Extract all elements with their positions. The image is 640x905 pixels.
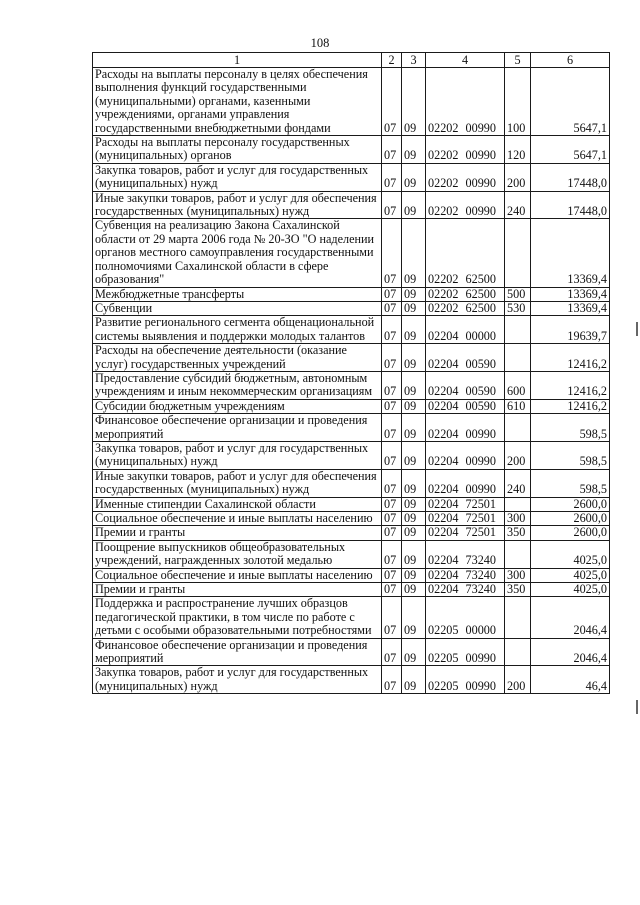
row-expense-type: 200: [505, 163, 531, 191]
table-row: [93, 191, 610, 219]
row-section: 07: [382, 344, 402, 372]
row-name: Межбюджетные трансферты: [93, 287, 382, 301]
row-amount: 2600,0: [531, 497, 610, 511]
row-amount: 2600,0: [531, 512, 610, 526]
row-subsection: 09: [402, 497, 426, 511]
row-subsection: 09: [402, 136, 426, 164]
row-amount: 2046,4: [531, 638, 610, 666]
column-header-amount: 6: [531, 53, 610, 68]
row-expense-type: [505, 540, 531, 568]
page-number: 108: [310, 36, 330, 50]
row-subsection: 09: [402, 568, 426, 582]
row-subsection: 09: [402, 301, 426, 315]
row-target-code: 02205 00000: [426, 597, 505, 638]
row-target-code: 02202 00990: [426, 191, 505, 219]
header-row: [93, 53, 610, 68]
row-expense-type: 200: [505, 666, 531, 694]
row-subsection: 09: [402, 666, 426, 694]
row-subsection: 09: [402, 191, 426, 219]
column-header-target: 4: [426, 53, 505, 68]
row-amount: 12416,2: [531, 371, 610, 399]
row-section: 07: [382, 399, 402, 413]
table-row: [93, 136, 610, 164]
table-row: [93, 469, 610, 497]
row-section: 07: [382, 568, 402, 582]
row-expense-type: [505, 597, 531, 638]
row-name: Финансовое обеспечение организации и проведения мероприятий: [93, 414, 382, 442]
row-target-code: 02204 73240: [426, 583, 505, 597]
column-header-section: 2: [382, 53, 402, 68]
table-row: [93, 219, 610, 287]
row-target-code: 02204 00590: [426, 344, 505, 372]
table-row: [93, 301, 610, 315]
row-section: 07: [382, 301, 402, 315]
row-amount: 46,4: [531, 666, 610, 694]
row-expense-type: 610: [505, 399, 531, 413]
row-target-code: 02204 00990: [426, 441, 505, 469]
row-target-code: 02202 00990: [426, 136, 505, 164]
row-name: Премии и гранты: [93, 526, 382, 540]
table-row: [93, 583, 610, 597]
row-expense-type: [505, 638, 531, 666]
table-row: [93, 638, 610, 666]
row-amount: 5647,1: [531, 68, 610, 136]
row-amount: 17448,0: [531, 191, 610, 219]
row-name: Закупка товаров, работ и услуг для государственных (муниципальных) нужд: [93, 163, 382, 191]
row-section: 07: [382, 469, 402, 497]
row-expense-type: [505, 219, 531, 287]
row-target-code: 02204 00590: [426, 371, 505, 399]
table-row: [93, 441, 610, 469]
row-section: 07: [382, 597, 402, 638]
table-row: [93, 497, 610, 511]
row-subsection: 09: [402, 219, 426, 287]
row-subsection: 09: [402, 371, 426, 399]
row-amount: 598,5: [531, 469, 610, 497]
row-target-code: 02202 62500: [426, 219, 505, 287]
row-name: Поддержка и распространение лучших образцов педагогической практики, в том числе по работе с детьми с особыми образовательными потребностями: [93, 597, 382, 638]
row-name: Иные закупки товаров, работ и услуг для обеспечения государственных (муниципальных) нужд: [93, 191, 382, 219]
row-subsection: 09: [402, 469, 426, 497]
row-expense-type: 100: [505, 68, 531, 136]
row-section: 07: [382, 512, 402, 526]
budget-table: [92, 52, 610, 694]
table-row: [93, 371, 610, 399]
row-subsection: 09: [402, 399, 426, 413]
table-row: [93, 414, 610, 442]
row-amount: 598,5: [531, 441, 610, 469]
row-target-code: 02204 72501: [426, 512, 505, 526]
table-row: [93, 344, 610, 372]
row-section: 07: [382, 497, 402, 511]
margin-mark: [636, 700, 638, 714]
row-target-code: 02204 73240: [426, 540, 505, 568]
row-amount: 4025,0: [531, 568, 610, 582]
table-row: [93, 163, 610, 191]
row-amount: 2600,0: [531, 526, 610, 540]
row-target-code: 02205 00990: [426, 638, 505, 666]
row-amount: 5647,1: [531, 136, 610, 164]
row-name: Именные стипендии Сахалинской области: [93, 497, 382, 511]
row-amount: 12416,2: [531, 399, 610, 413]
row-name: Социальное обеспечение и иные выплаты населению: [93, 568, 382, 582]
row-amount: 598,5: [531, 414, 610, 442]
row-name: Финансовое обеспечение организации и проведения мероприятий: [93, 638, 382, 666]
row-name: Расходы на выплаты персоналу в целях обеспечения выполнения функций государственными (муниципальными) органами, казенными учреждениями, органами управления государственными внебюджетными фондами: [93, 68, 382, 136]
table-row: [93, 540, 610, 568]
row-name: Расходы на выплаты персоналу государственных (муниципальных) органов: [93, 136, 382, 164]
row-expense-type: 500: [505, 287, 531, 301]
row-section: 07: [382, 666, 402, 694]
row-expense-type: 350: [505, 583, 531, 597]
row-expense-type: 240: [505, 469, 531, 497]
row-subsection: 09: [402, 68, 426, 136]
row-expense-type: 350: [505, 526, 531, 540]
table-row: [93, 568, 610, 582]
row-name: Предоставление субсидий бюджетным, автономным учреждениям и иным некоммерческим организациям: [93, 371, 382, 399]
row-target-code: 02204 00990: [426, 414, 505, 442]
row-name: Закупка товаров, работ и услуг для государственных (муниципальных) нужд: [93, 441, 382, 469]
row-target-code: 02204 73240: [426, 568, 505, 582]
row-section: 07: [382, 316, 402, 344]
row-amount: 2046,4: [531, 597, 610, 638]
row-section: 07: [382, 414, 402, 442]
row-expense-type: 200: [505, 441, 531, 469]
margin-mark: [636, 322, 638, 336]
row-amount: 13369,4: [531, 219, 610, 287]
row-expense-type: 300: [505, 512, 531, 526]
row-subsection: 09: [402, 540, 426, 568]
row-name: Субвенция на реализацию Закона Сахалинской области от 29 марта 2006 года № 20-ЗО "О наделении органов местного самоуправления государственными полномочиями Сахалинской области в сфере образования": [93, 219, 382, 287]
row-target-code: 02204 72501: [426, 526, 505, 540]
row-section: 07: [382, 526, 402, 540]
row-section: 07: [382, 638, 402, 666]
row-target-code: 02204 00000: [426, 316, 505, 344]
table-row: [93, 68, 610, 136]
row-subsection: 09: [402, 344, 426, 372]
row-name: Премии и гранты: [93, 583, 382, 597]
row-name: Субвенции: [93, 301, 382, 315]
row-amount: 4025,0: [531, 583, 610, 597]
row-expense-type: [505, 344, 531, 372]
row-target-code: 02204 00990: [426, 469, 505, 497]
row-target-code: 02204 00590: [426, 399, 505, 413]
row-section: 07: [382, 371, 402, 399]
row-section: 07: [382, 219, 402, 287]
table-row: [93, 666, 610, 694]
row-subsection: 09: [402, 163, 426, 191]
row-expense-type: 240: [505, 191, 531, 219]
row-subsection: 09: [402, 441, 426, 469]
row-expense-type: 120: [505, 136, 531, 164]
row-amount: 19639,7: [531, 316, 610, 344]
row-expense-type: 600: [505, 371, 531, 399]
row-target-code: 02202 62500: [426, 301, 505, 315]
row-amount: 13369,4: [531, 301, 610, 315]
row-amount: 17448,0: [531, 163, 610, 191]
row-subsection: 09: [402, 316, 426, 344]
row-subsection: 09: [402, 526, 426, 540]
row-section: 07: [382, 583, 402, 597]
table-row: [93, 316, 610, 344]
row-name: Развитие регионального сегмента общенациональной системы выявления и поддержки молодых талантов: [93, 316, 382, 344]
column-header-subsection: 3: [402, 53, 426, 68]
row-section: 07: [382, 540, 402, 568]
table-row: [93, 526, 610, 540]
row-name: Поощрение выпускников общеобразовательных учреждений, награжденных золотой медалью: [93, 540, 382, 568]
row-section: 07: [382, 441, 402, 469]
row-name: Субсидии бюджетным учреждениям: [93, 399, 382, 413]
row-amount: 4025,0: [531, 540, 610, 568]
table-row: [93, 512, 610, 526]
table-row: [93, 399, 610, 413]
row-name: Закупка товаров, работ и услуг для государственных (муниципальных) нужд: [93, 666, 382, 694]
row-target-code: 02204 72501: [426, 497, 505, 511]
row-name: Расходы на обеспечение деятельности (оказание услуг) государственных учреждений: [93, 344, 382, 372]
column-header-expense-type: 5: [505, 53, 531, 68]
row-expense-type: [505, 414, 531, 442]
row-section: 07: [382, 68, 402, 136]
row-subsection: 09: [402, 597, 426, 638]
row-subsection: 09: [402, 414, 426, 442]
row-subsection: 09: [402, 287, 426, 301]
row-name: Иные закупки товаров, работ и услуг для обеспечения государственных (муниципальных) нужд: [93, 469, 382, 497]
row-target-code: 02202 00990: [426, 163, 505, 191]
row-target-code: 02202 62500: [426, 287, 505, 301]
row-expense-type: 300: [505, 568, 531, 582]
row-section: 07: [382, 136, 402, 164]
row-subsection: 09: [402, 512, 426, 526]
row-target-code: 02202 00990: [426, 68, 505, 136]
table-row: [93, 287, 610, 301]
row-amount: 12416,2: [531, 344, 610, 372]
column-header-name: 1: [93, 53, 382, 68]
row-subsection: 09: [402, 583, 426, 597]
row-expense-type: [505, 316, 531, 344]
row-expense-type: 530: [505, 301, 531, 315]
row-target-code: 02205 00990: [426, 666, 505, 694]
row-name: Социальное обеспечение и иные выплаты населению: [93, 512, 382, 526]
row-section: 07: [382, 191, 402, 219]
row-expense-type: [505, 497, 531, 511]
row-section: 07: [382, 287, 402, 301]
row-subsection: 09: [402, 638, 426, 666]
row-amount: 13369,4: [531, 287, 610, 301]
table-row: [93, 597, 610, 638]
row-section: 07: [382, 163, 402, 191]
